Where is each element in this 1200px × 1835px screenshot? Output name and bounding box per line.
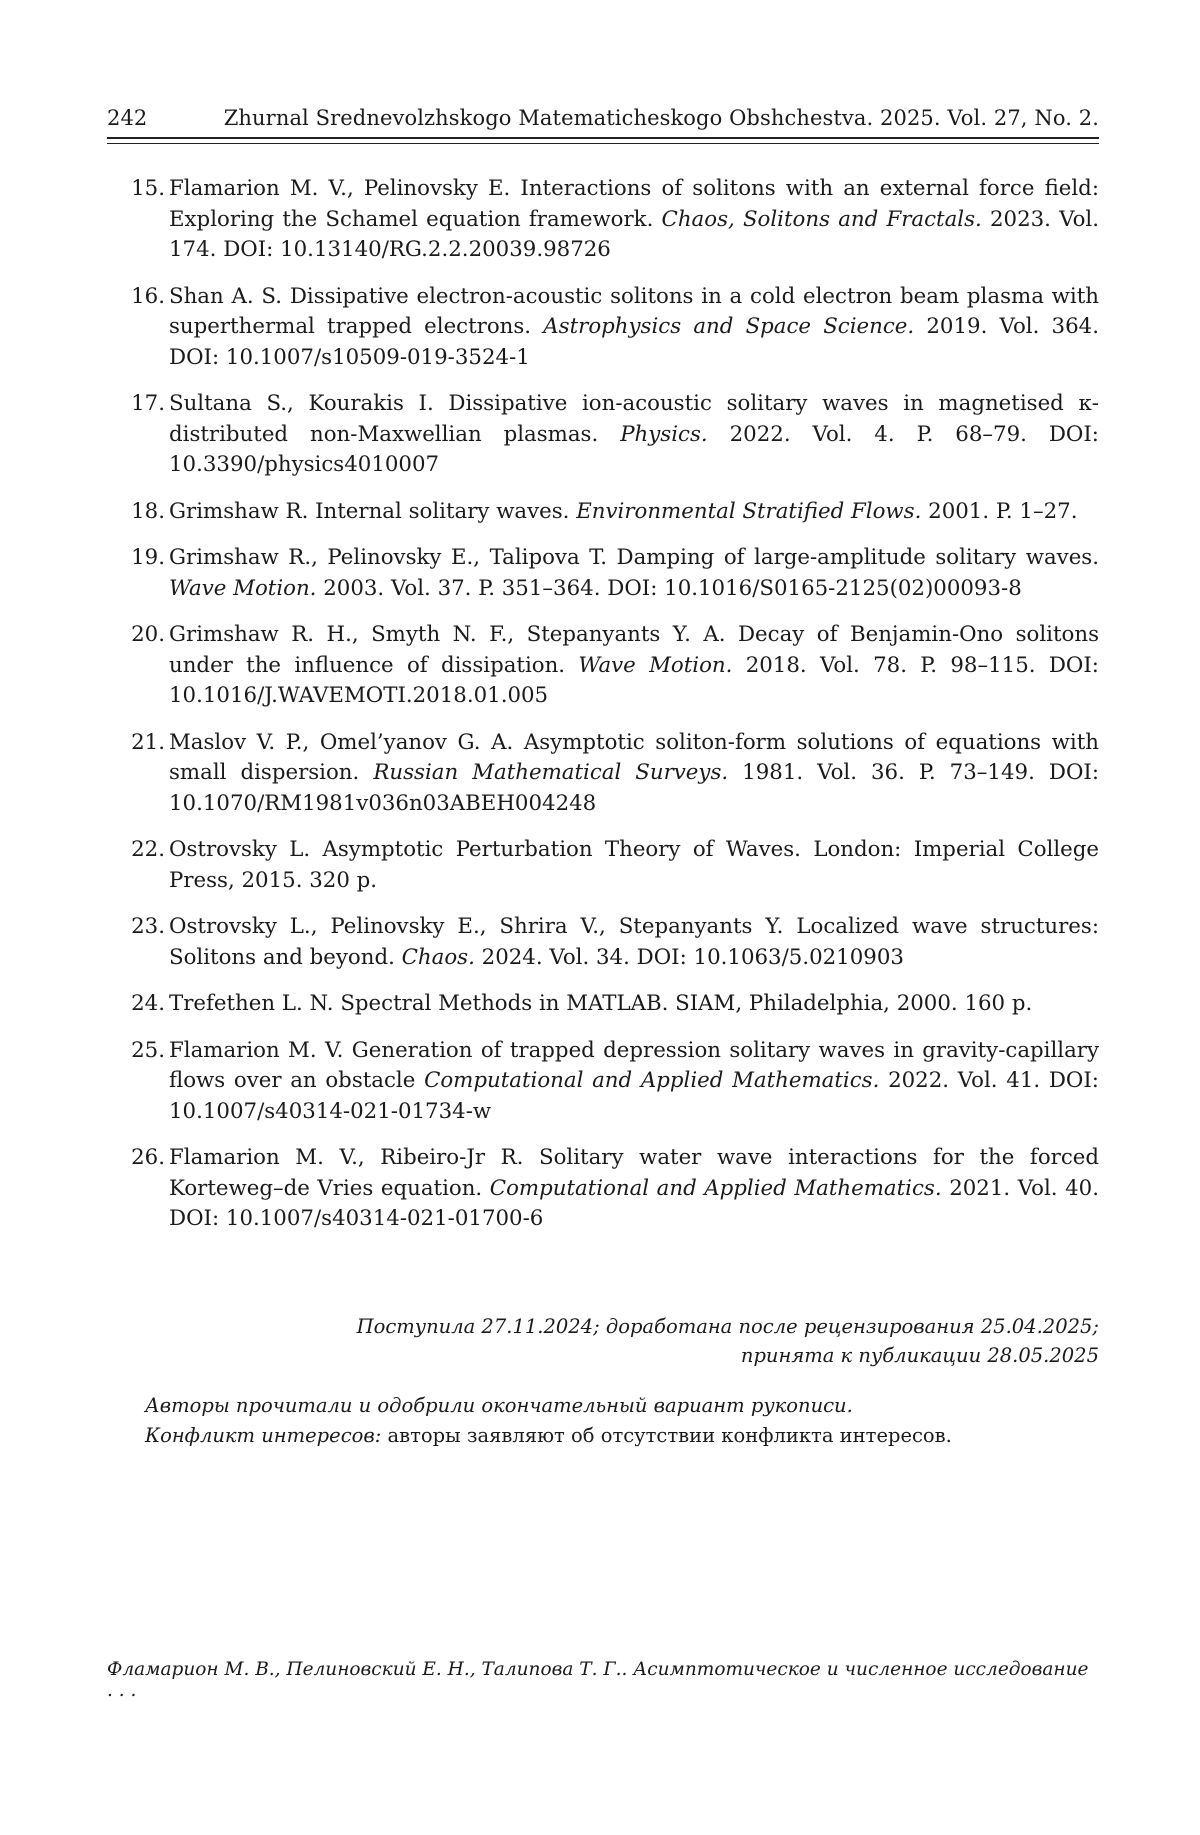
authors-note [145, 1391, 1099, 1451]
reference-item [107, 728, 1099, 820]
reference-source: Wave Motion. [169, 575, 317, 601]
reference-number: 16 . [125, 282, 165, 313]
reference-authors: Grimshaw R. Internal solitary waves. [169, 498, 570, 524]
reference-authors: Ostrovsky L., Pelinovsky E., Shrira V., Stepanyants Y. Localized wave structures: Solitons and beyond. [169, 914, 1099, 970]
reference-number: 23 . [125, 912, 165, 943]
header-rule-thin [107, 143, 1099, 144]
reference-item [107, 497, 1099, 528]
reference-details: 2018. Vol. 78. P. 98–115. DOI: 10.1016/J.WAVEMOTI.2018.01.005 [169, 652, 1099, 708]
conflict-text: авторы заявляют об отсутствии конфликта интересов. [387, 1424, 952, 1447]
reference-item [107, 835, 1099, 896]
reference-number: 20 . [125, 620, 165, 651]
reference-source: Russian Mathematical Surveys. [373, 760, 729, 785]
reference-details: 2023. Vol. 174. DOI: 10.13140/RG.2.2.20039.98726 [169, 206, 1099, 262]
reference-number: 22 . [125, 835, 165, 866]
reference-item [107, 1143, 1099, 1235]
reference-details: 2024. Vol. 34. DOI: 10.1063/5.0210903 [481, 944, 904, 970]
reference-source: Computational and Applied Mathematics. [489, 1175, 942, 1201]
reference-details: 1981. Vol. 36. P. 73–149. DOI: 10.1070/RM1981v036n03ABEH004248 [169, 760, 1099, 816]
reference-authors: Ostrovsky L. Asymptotic Perturbation Theory of Waves. London: Imperial College Press, 2015. 320 p. [169, 837, 1099, 893]
reference-number: 17 . [125, 389, 165, 420]
page-number: 242 [107, 106, 148, 130]
reference-item [107, 912, 1099, 973]
reference-details: 2003. Vol. 37. P. 351–364. DOI: 10.1016/S0165-2125(02)00093-8 [323, 575, 1022, 601]
received-line-2: принята к публикации 28.05.2025 [740, 1344, 1099, 1367]
reference-source: Chaos. [401, 944, 475, 970]
reference-number: 15 . [125, 174, 165, 205]
reference-number: 24 . [125, 989, 165, 1020]
reference-details: 2021. Vol. 40. DOI: 10.1007/s40314-021-01700-6 [169, 1175, 1099, 1231]
reference-number: 19 . [125, 543, 165, 574]
running-header [107, 106, 1099, 130]
reference-authors: Maslov V. P., Omel’yanov G. A. Asymptotic soliton-form solutions of equations with small dispersion. [169, 729, 1099, 785]
reference-authors: Grimshaw R., Pelinovsky E., Talipova T. Damping of large-amplitude solitary waves. [169, 545, 1099, 570]
reference-item [107, 282, 1099, 374]
reference-item [107, 174, 1099, 266]
reference-source: Computational and Applied Mathematics. [424, 1068, 880, 1093]
reference-item [107, 389, 1099, 481]
reference-details: 2022. Vol. 4. P. 68–79. DOI: 10.3390/physics4010007 [169, 421, 1099, 477]
reference-number: 25 . [125, 1036, 165, 1067]
reference-details: 2001. P. 1–27. [928, 498, 1078, 524]
reference-item [107, 543, 1099, 604]
journal-title: Zhurnal Srednevolzhskogo Matematicheskogo Obshchestva. 2025. Vol. 27, No. 2. [223, 106, 1099, 130]
running-footer: Фламарион М. В., Пелиновский Е. Н., Талипова Т. Г.. Асимптотическое и численное исследование . . . [107, 1659, 1089, 1701]
reference-list [107, 174, 1099, 1251]
approval-statement: Авторы прочитали и одобрили окончательный вариант рукописи. [145, 1394, 853, 1417]
reference-authors: Grimshaw R. H., Smyth N. F., Stepanyants Y. A. Decay of Benjamin-Ono solitons under the influence of dissipation. [169, 622, 1099, 678]
reference-number: 21 . [125, 728, 165, 759]
reference-authors: Sultana S., Kourakis I. Dissipative ion-acoustic solitary waves in magnetised κ-distributed non-Maxwellian plasmas. [169, 391, 1099, 447]
reference-source: Astrophysics and Space Science. [543, 314, 915, 339]
reference-details: 2022. Vol. 41. DOI: 10.1007/s40314-021-01734-w [169, 1068, 1099, 1124]
reference-authors: Flamarion M. V., Pelinovsky E. Interactions of solitons with an external force field: Exploring the Schamel equation framework. [169, 176, 1099, 232]
received-line-1: Поступила 27.11.2024; доработана после рецензирования 25.04.2025; [356, 1315, 1099, 1338]
reference-source: Chaos, Solitons and Fractals. [661, 206, 982, 232]
received-dates [250, 1312, 1099, 1370]
reference-authors: Flamarion M. V., Ribeiro-Jr R. Solitary water wave interactions for the forced Korteweg–de Vries equation. [169, 1145, 1099, 1201]
reference-number: 26 . [125, 1143, 165, 1174]
reference-authors: Flamarion M. V. Generation of trapped depression solitary waves in gravity-capillary flows over an obstacle [169, 1037, 1099, 1093]
reference-item [107, 620, 1099, 712]
reference-details: 2019. Vol. 364. DOI: 10.1007/s10509-019-3524-1 [169, 314, 1099, 370]
reference-item [107, 989, 1099, 1020]
reference-source: Physics. [620, 421, 708, 447]
reference-source: Wave Motion. [578, 652, 733, 678]
header-rule-thick [107, 137, 1099, 139]
conflict-statement [145, 1421, 1099, 1451]
reference-authors: Trefethen L. N. Spectral Methods in MATLAB. SIAM, Philadelphia, 2000. 160 p. [169, 991, 1033, 1016]
reference-item [107, 1036, 1099, 1128]
reference-number: 18 . [125, 497, 165, 528]
reference-source: Environmental Stratified Flows. [576, 498, 922, 524]
conflict-label: Конфликт интересов: [145, 1424, 382, 1447]
reference-authors: Shan A. S. Dissipative electron-acoustic solitons in a cold electron beam plasma with superthermal trapped electrons. [169, 283, 1099, 339]
